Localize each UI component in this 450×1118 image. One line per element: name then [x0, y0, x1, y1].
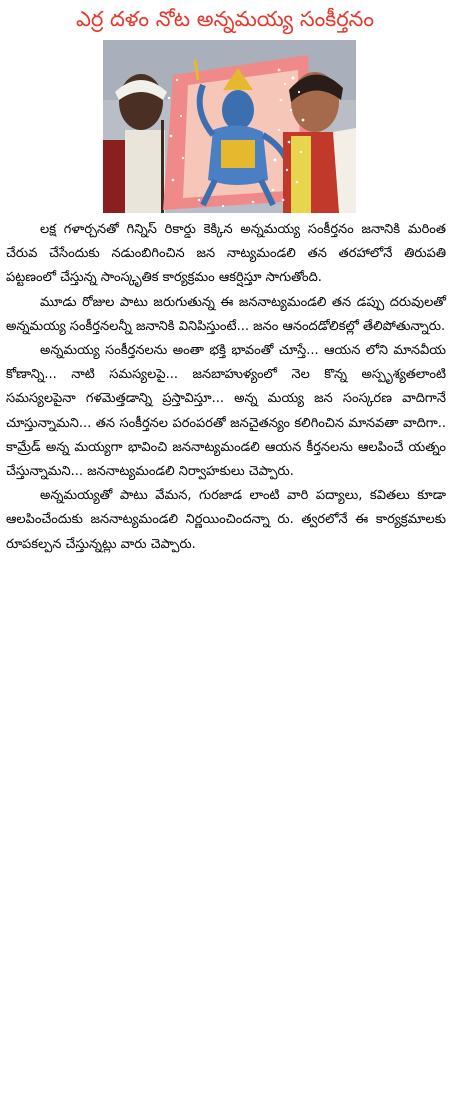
news-photo	[103, 40, 356, 213]
article-paragraph: అన్నమయ్య సంకీర్తనలను అంతా భక్తి భావంతో చూస్తే... ఆయన లోని మానవీయ కోణాన్ని... నాటి సమస్యలపై... జనబాహుళ్యంలో నెల కొన్న అస్పృశ్యతలాంటి సమస్యలపైనా గళమెత్తడాన్ని ప్రస్తావిస్తూ... అన్న మయ్య జన సంస్కరణ వాదిగానే చూస్తున్నామని... తన సంకీర్తనల పరంపరతో జనచైతన్యం కలిగించిన మానవతా వాదిగా.. కామ్రేడ్ అన్న మయ్యగా భావించి జననాట్యమండలి ఆయన కీర్తనలను ఆలపించే యత్నం చేస్తున్నామని... జననాట్యమండలి నిర్వాహకులు చెప్పారు.	[6, 343, 446, 480]
article-headline: ఎర్ర దళం నోట అన్నమయ్య సంకీర్తనం	[75, 7, 375, 31]
article-paragraph: లక్ష గళార్చనతో గిన్నిస్ రికార్డు కెక్కిన అన్నమయ్య సంకీర్తనం జనానికి మరింత చేరువ చేసేందుకు నడుంబిగించిన జన నాట్యమండలి తన తరహాలోనే తిరుపతి పట్టణంలో చేస్తున్న సాంస్కృతిక కార్యక్రమం ఆకర్షిస్తూ సాగుతోంది.	[6, 222, 446, 286]
article-paragraph: మూడు రోజుల పాటు జరుగుతున్న ఈ జననాట్యమండలి తన డప్పు దరువులతో అన్నమయ్య సంకీర్తనలన్నీ జనానికి వినిపిస్తుంటే... జనం ఆనందడోలికల్లో తేలిపోతున్నారు.	[6, 294, 446, 334]
news-photo-art	[103, 40, 356, 213]
article-paragraph: అన్నమయ్యతో పాటు వేమన, గురజాడ లాంటి వారి పద్యాలు, కవితలు కూడా ఆలపించేందుకు జననాట్యమండలి నిర్ణయించిందన్నా రు. త్వరలోనే ఈ కార్యక్రమాలకు రూపకల్పన చేస్తున్నట్లు వారు చెప్పారు.	[6, 488, 446, 552]
article-body	[6, 218, 446, 557]
